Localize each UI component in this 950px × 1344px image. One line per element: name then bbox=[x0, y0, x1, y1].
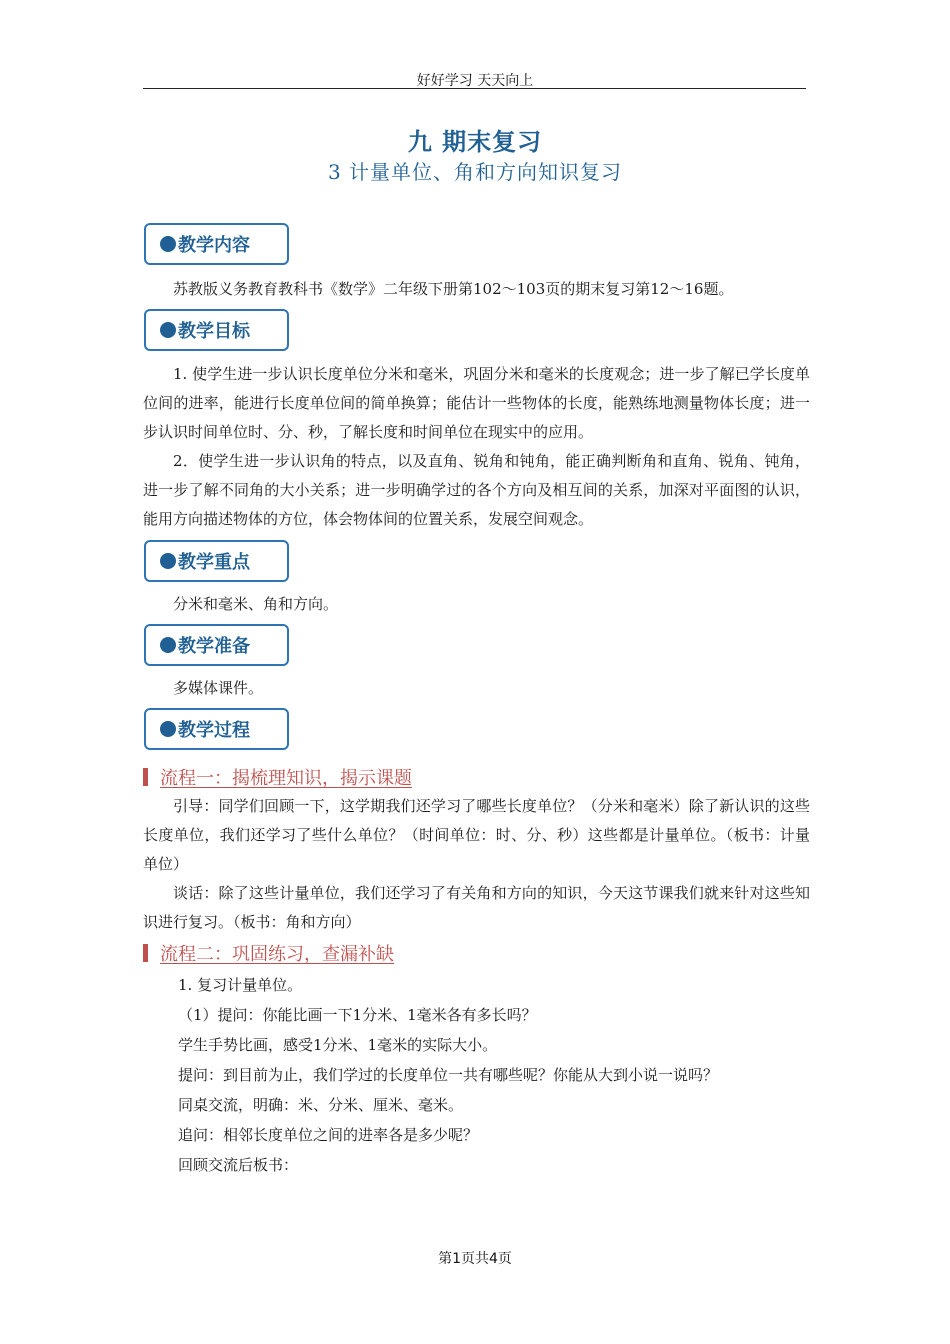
flow-heading-2 bbox=[143, 940, 394, 966]
flow1-para-1: 引导：同学们回顾一下，这学期我们还学习了哪些长度单位？（分米和毫米）除了新认识的这些长度单位，我们还学习了些什么单位？（时间单位：时、分、秒）这些都是计量单位。（板书：计量单位） bbox=[143, 797, 810, 873]
focus-paragraph bbox=[143, 590, 810, 619]
bullet-dot-icon bbox=[160, 553, 176, 569]
goal-item-1: 1. 使学生进一步认识长度单位分米和毫米，巩固分米和毫米的长度观念；进一步了解已学长度单位间的进率，能进行长度单位间的简单换算；能估计一些物体的长度，能熟练地测量物体长度；进一步认识时间单位时、分、秒，了解长度和时间单位在现实中的应用。 bbox=[143, 365, 810, 441]
flow-marker-icon bbox=[143, 768, 148, 786]
bullet-dot-icon bbox=[160, 236, 176, 252]
flow2-line-4: 提问：到目前为止，我们学过的长度单位一共有哪些呢？你能从大到小说一说吗？ bbox=[178, 1066, 719, 1084]
flow2-line-2: （1）提问：你能比画一下1分米、1毫米各有多长吗？ bbox=[178, 1006, 537, 1024]
header-motto: 好好学习 天天向上 bbox=[416, 73, 534, 89]
focus-text: 分米和毫米、角和方向。 bbox=[173, 595, 339, 613]
section-heading-focus bbox=[144, 540, 289, 582]
bullet-dot-icon bbox=[160, 637, 176, 653]
page-title: 九 期末复习 bbox=[407, 128, 543, 156]
section-heading-prep bbox=[144, 624, 289, 666]
section-label: 教学内容 bbox=[178, 235, 250, 256]
section-label: 教学重点 bbox=[178, 552, 250, 573]
section-heading-content bbox=[144, 223, 289, 265]
flow2-line-6: 追问：相邻长度单位之间的进率各是多少呢？ bbox=[178, 1126, 479, 1144]
flow1-paragraphs bbox=[143, 792, 810, 937]
flow-heading-1 bbox=[143, 764, 412, 790]
section-label: 教学目标 bbox=[178, 321, 250, 342]
flow2-line-1: 1. 复习计量单位。 bbox=[178, 976, 303, 994]
section-heading-process bbox=[144, 708, 289, 750]
section-label: 教学过程 bbox=[178, 720, 250, 741]
page-number: 第1页共4页 bbox=[438, 1251, 512, 1267]
content-paragraph bbox=[143, 275, 810, 304]
bullet-dot-icon bbox=[160, 721, 176, 737]
flow-title: 流程一：揭梳理知识，揭示课题 bbox=[160, 768, 412, 789]
flow-marker-icon bbox=[143, 944, 148, 962]
prep-paragraph bbox=[143, 674, 810, 703]
prep-text: 多媒体课件。 bbox=[173, 679, 264, 697]
section-heading-goals bbox=[144, 309, 289, 351]
flow1-para-2: 谈话：除了这些计量单位，我们还学习了有关角和方向的知识，今天这节课我们就来针对这些知识进行复习。（板书：角和方向） bbox=[143, 884, 810, 931]
header-rule bbox=[143, 88, 806, 89]
bullet-dot-icon bbox=[160, 322, 176, 338]
page-subtitle: 3 计量单位、角和方向知识复习 bbox=[327, 160, 623, 184]
flow2-line-3: 学生手势比画，感受1分米、1毫米的实际大小。 bbox=[178, 1036, 498, 1054]
goals-paragraphs bbox=[143, 360, 810, 534]
goal-item-2: 2．使学生进一步认识角的特点，以及直角、锐角和钝角，能正确判断角和直角、锐角、钝角，进一步了解不同角的大小关系；进一步明确学过的各个方向及相互间的关系，加深对平面图的认识，能用方向描述物体的方位，体会物体间的位置关系，发展空间观念。 bbox=[143, 452, 810, 528]
flow2-line-5: 同桌交流，明确：米、分米、厘米、毫米。 bbox=[178, 1096, 464, 1114]
flow-title: 流程二：巩固练习，查漏补缺 bbox=[160, 944, 394, 965]
section-label: 教学准备 bbox=[178, 636, 250, 657]
content-text: 苏教版义务教育教科书《数学》二年级下册第102～103页的期末复习第12～16题。 bbox=[173, 280, 734, 298]
flow2-line-7: 回顾交流后板书： bbox=[178, 1156, 299, 1174]
